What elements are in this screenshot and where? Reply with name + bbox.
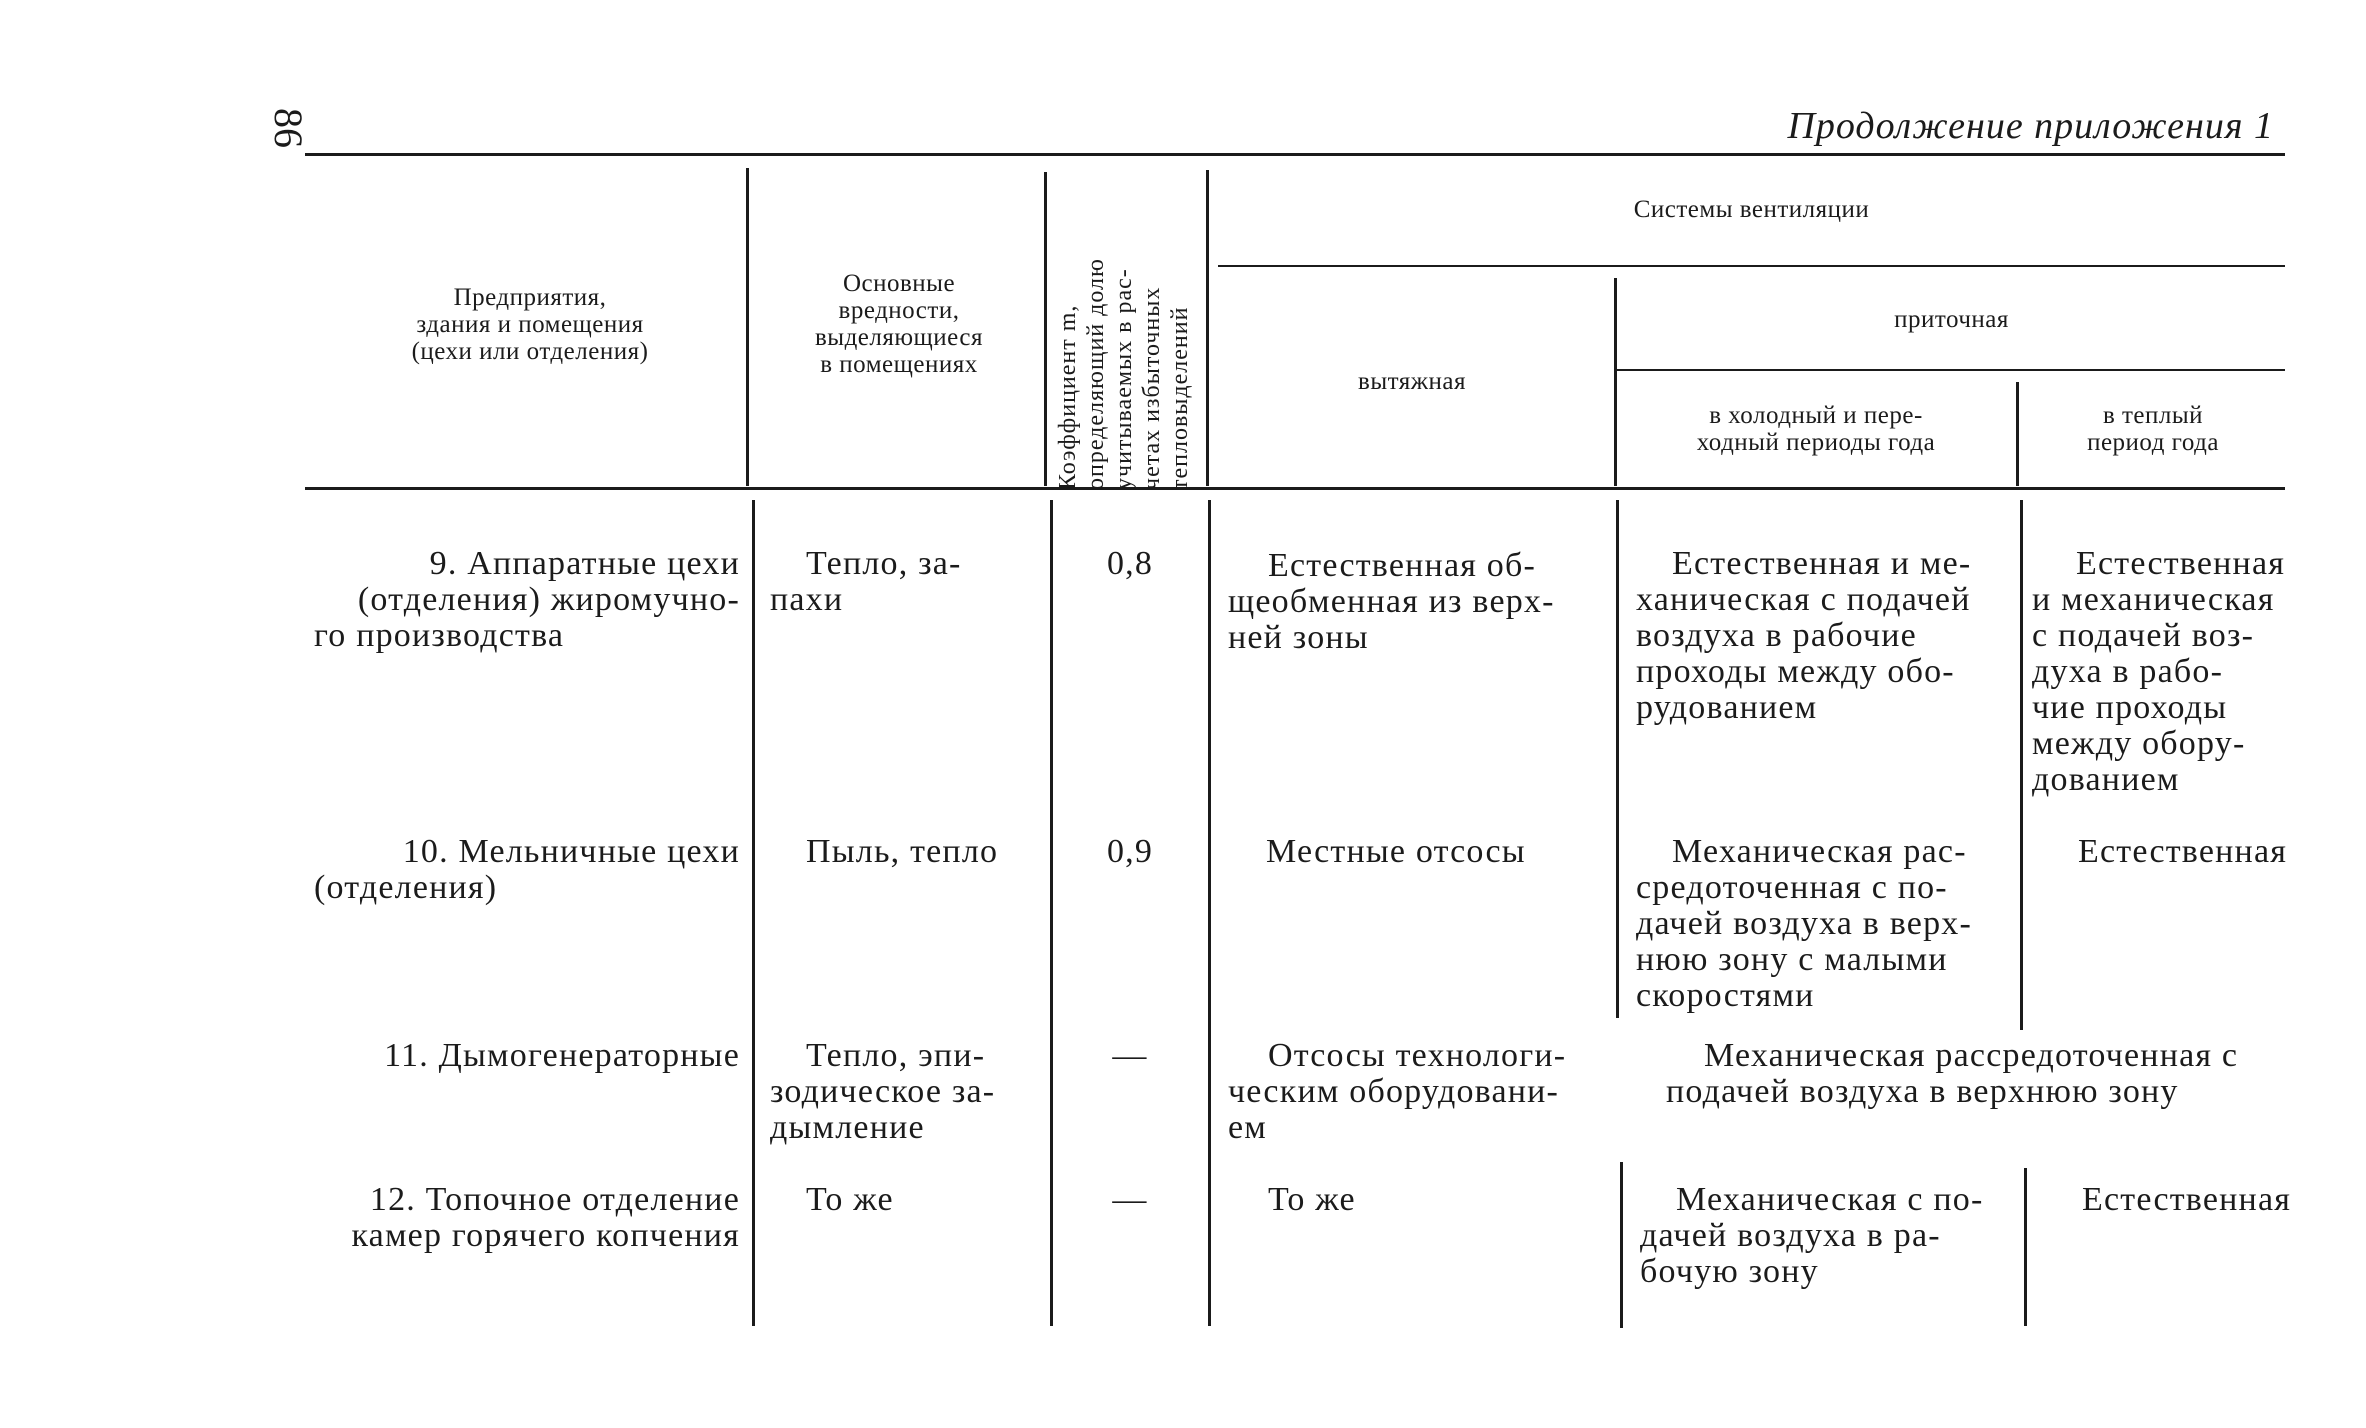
cell-line: (отделения) — [314, 869, 498, 906]
header-line: четах избыточных — [1139, 286, 1165, 490]
cell-line: скоростями — [1636, 977, 1815, 1014]
cell-line: ческим оборудовани- — [1228, 1073, 1560, 1110]
header-line: учитываемых в рас- — [1111, 268, 1137, 490]
row-11-hazards — [770, 1038, 1040, 1146]
cell-line: Механическая рассредоточенная с — [1704, 1037, 2239, 1074]
header-line: определяющий долю — [1083, 258, 1109, 490]
col-divider-3-body — [1208, 500, 1211, 1326]
row-10-hazards: Пыль, тепло — [806, 833, 999, 870]
header-supply-cold — [1618, 402, 2014, 456]
cell-line: ханическая с подачей — [1636, 581, 1971, 618]
header-line: Основные — [842, 270, 956, 297]
row-9-hazards — [770, 546, 1040, 618]
header-supply-warm — [2020, 402, 2286, 456]
cell-line: Тепло, эпи- — [806, 1037, 986, 1074]
col-divider-5-body-top — [2020, 500, 2023, 1030]
col-divider-4-body-bottom — [1620, 1162, 1623, 1328]
cell-line: бочую зону — [1640, 1253, 1819, 1290]
header-exhaust: вытяжная — [1358, 368, 1466, 395]
row-9-exhaust — [1228, 548, 1608, 656]
cell-line: Естественная и ме- — [1672, 545, 1972, 582]
col-divider-2-head — [1044, 172, 1047, 486]
cell-line: дачей воздуха в ра- — [1640, 1217, 1941, 1254]
cell-line: и механическая — [2032, 581, 2275, 618]
header-line: ходный периоды года — [1696, 429, 1936, 456]
cell-line: пахи — [770, 581, 844, 618]
header-hazards — [754, 270, 1044, 378]
row-11-exhaust — [1228, 1038, 1608, 1146]
cell-line: камер горячего копчения — [351, 1217, 740, 1254]
cell-line: щеобменная из верх- — [1228, 583, 1555, 620]
col-divider-2-body — [1050, 500, 1053, 1326]
cell-line: 10. Мельничные цехи — [402, 833, 740, 870]
row-12-hazards: То же — [806, 1181, 894, 1218]
header-coefficient — [1054, 172, 1204, 490]
cell-line: чие проходы — [2032, 689, 2228, 726]
top-rule — [305, 153, 2285, 156]
header-line: Предприятия, — [453, 284, 607, 311]
cell-line: дымление — [770, 1109, 925, 1146]
cell-line: 11. Дымогенераторные — [384, 1037, 740, 1074]
row-9-name — [300, 546, 740, 654]
col-divider-5-body-bottom — [2024, 1168, 2027, 1326]
header-bottom-rule — [305, 487, 2285, 490]
cell-line: проходы между обо- — [1636, 653, 1955, 690]
cell-line: Естественная об- — [1268, 547, 1536, 584]
cell-line: воздуха в рабочие — [1636, 617, 1917, 654]
header-line: в холодный и пере- — [1709, 402, 1923, 429]
header-supply: приточная — [1894, 306, 2009, 333]
cell-line: ем — [1228, 1109, 1268, 1146]
row-11-coefficient: — — [1112, 1037, 1148, 1074]
cell-line: зодическое за- — [770, 1073, 996, 1110]
col-divider-1-head — [746, 168, 749, 486]
cell-line: го производства — [314, 617, 565, 654]
row-11-supply-merged — [1666, 1038, 2296, 1110]
header-line: Коэффициент m, — [1055, 304, 1081, 490]
cell-line: 12. Топочное отделение — [369, 1181, 740, 1218]
col-divider-3-head — [1206, 170, 1209, 486]
row-12-exhaust: То же — [1268, 1181, 1356, 1218]
cell-line: с подачей воз- — [2032, 617, 2255, 654]
row-12-supply-warm: Естественная — [2082, 1181, 2292, 1218]
cell-line: Отсосы технологи- — [1268, 1037, 1567, 1074]
cell-line: рудованием — [1636, 689, 1818, 726]
row-12-coefficient: — — [1112, 1181, 1148, 1218]
row-9-supply-warm — [2032, 546, 2292, 798]
col-divider-5-head — [2016, 382, 2019, 486]
header-enterprises — [320, 284, 740, 365]
cell-line: дачей воздуха в верх- — [1636, 905, 1973, 942]
header-ventilation-systems: Системы вентиляции — [1633, 196, 1870, 223]
header-line: вредности, — [838, 297, 960, 324]
row-9-supply-cold — [1636, 546, 2016, 726]
cell-line: Тепло, за- — [806, 545, 962, 582]
row-10-exhaust: Местные отсосы — [1266, 833, 1526, 870]
header-line: тепловыделений — [1167, 306, 1193, 490]
cell-line: нюю зону с малыми — [1636, 941, 1948, 978]
cell-line: 9. Аппаратные цехи — [429, 545, 740, 582]
cell-line: между обору- — [2032, 725, 2246, 762]
cell-line: (отделения) жиромучно- — [357, 581, 740, 618]
systems-rule — [1218, 265, 2285, 267]
col-divider-1-body — [752, 500, 755, 1326]
page-number: 86 — [266, 108, 311, 148]
row-12-name — [300, 1182, 740, 1254]
header-line: здания и помещения — [416, 311, 644, 338]
header-line: (цехи или отделения) — [411, 338, 649, 365]
row-11-name — [300, 1038, 740, 1074]
cell-line: Естественная — [2076, 545, 2286, 582]
header-line: период года — [2087, 429, 2219, 456]
supply-rule — [1616, 369, 2285, 371]
cell-line: Механическая с по- — [1676, 1181, 1984, 1218]
cell-line: духа в рабо- — [2032, 653, 2224, 690]
col-divider-4-body-top — [1616, 500, 1619, 1018]
cell-line: средоточенная с по- — [1636, 869, 1948, 906]
cell-line: Механическая рас- — [1672, 833, 1967, 870]
col-divider-4-head — [1614, 278, 1617, 486]
row-12-supply-cold — [1640, 1182, 2020, 1290]
row-10-supply-warm: Естественная — [2078, 833, 2288, 870]
running-head: Продолжение приложения 1 — [1787, 105, 2274, 147]
cell-line: ней зоны — [1228, 619, 1369, 656]
row-10-name — [300, 834, 740, 906]
row-10-supply-cold — [1636, 834, 2016, 1014]
header-line: выделяющиеся — [814, 324, 983, 351]
row-9-coefficient: 0,8 — [1106, 545, 1154, 582]
row-10-coefficient: 0,9 — [1106, 833, 1154, 870]
cell-line: дованием — [2032, 761, 2180, 798]
cell-line: подачей воздуха в верхнюю зону — [1666, 1073, 2179, 1110]
header-line: в теплый — [2102, 402, 2204, 429]
header-line: в помещениях — [820, 351, 978, 378]
